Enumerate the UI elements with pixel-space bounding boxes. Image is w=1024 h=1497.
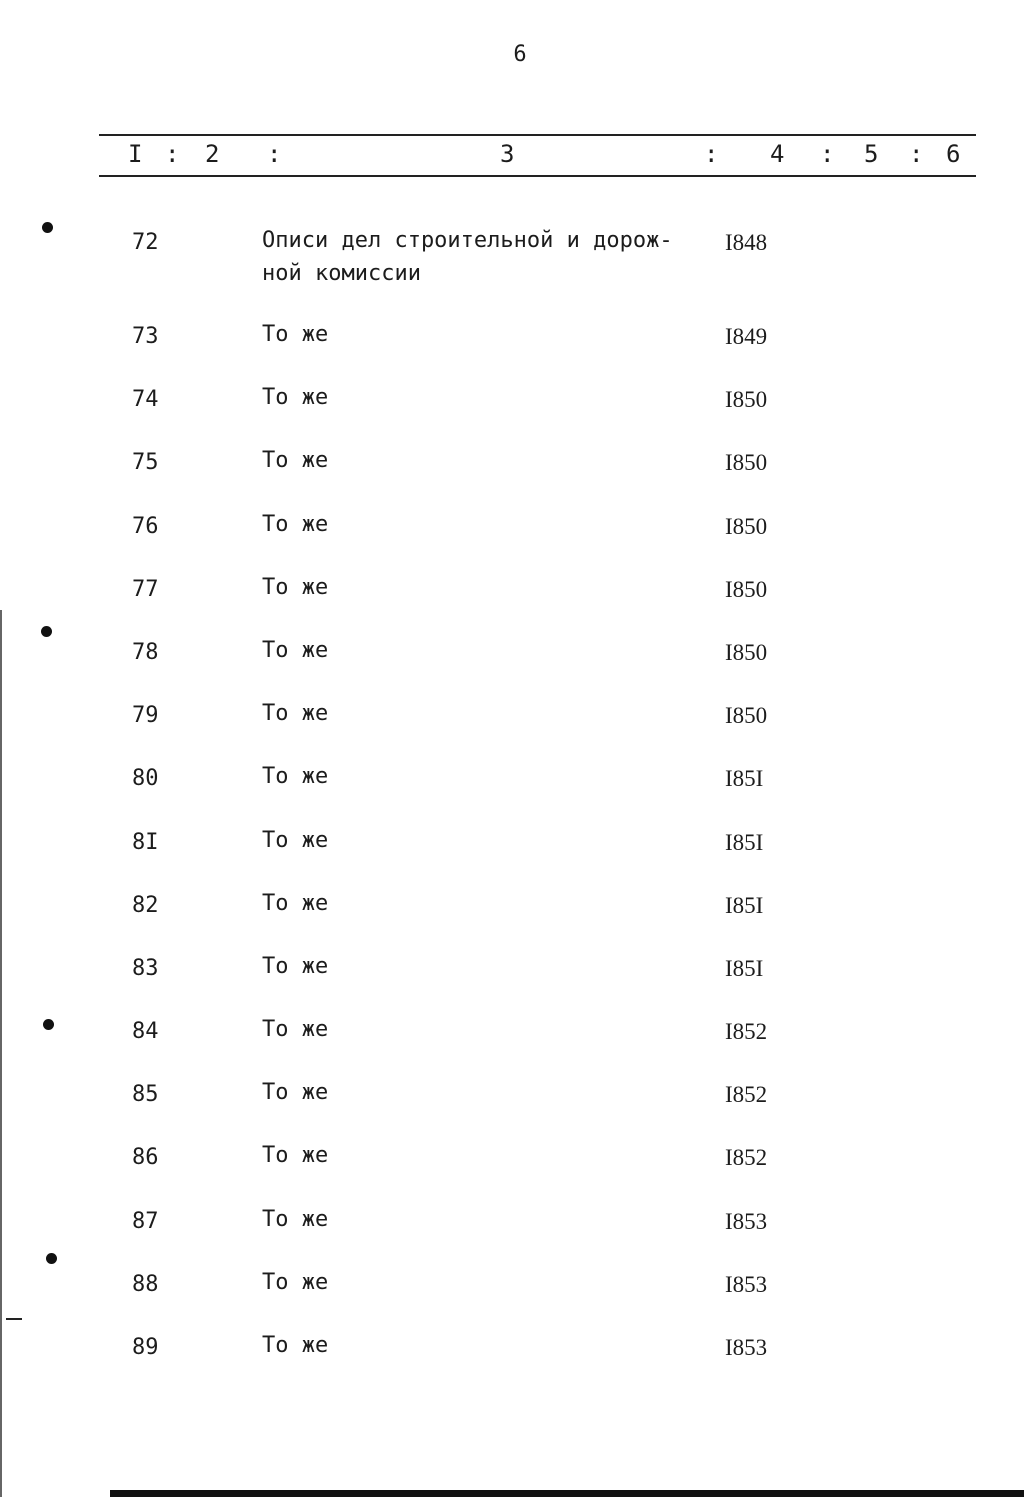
row-year: I853 xyxy=(725,1271,768,1297)
row-number: 72 xyxy=(132,230,159,255)
row-number: 86 xyxy=(132,1145,159,1171)
row-number: 76 xyxy=(132,513,159,539)
header-separator: : xyxy=(909,140,924,168)
row-number: 75 xyxy=(132,450,159,476)
header-col-1: I xyxy=(128,140,143,168)
row-number: 89 xyxy=(132,1335,159,1360)
row-number: 80 xyxy=(132,766,159,792)
row-title: То же xyxy=(262,322,329,347)
row-title: То же xyxy=(262,701,329,727)
table-row xyxy=(0,766,1024,829)
row-title: То же xyxy=(262,1269,329,1295)
row-year: I852 xyxy=(725,1145,768,1171)
row-title: То же xyxy=(262,511,329,537)
row-title: То же xyxy=(262,1333,329,1358)
table-row xyxy=(0,953,1024,1019)
row-number: 74 xyxy=(132,387,159,413)
row-year: I853 xyxy=(725,1335,768,1360)
row-year: I85I xyxy=(725,892,764,918)
bottom-edge-bar xyxy=(110,1490,1024,1497)
row-number: 87 xyxy=(132,1208,159,1234)
table-row xyxy=(0,574,1024,640)
row-title: Описи дел строительной и дорож-ной комиссии xyxy=(262,228,673,286)
row-year: I852 xyxy=(725,1019,768,1045)
row-year: I85I xyxy=(725,766,764,792)
table-row xyxy=(0,703,1024,766)
row-number: 88 xyxy=(132,1271,159,1297)
row-number: 85 xyxy=(132,1082,159,1108)
table-row xyxy=(0,827,1024,893)
table-row xyxy=(0,1145,1024,1208)
page-number: 6 xyxy=(513,42,527,67)
row-year: I85I xyxy=(725,829,764,855)
table-row xyxy=(0,1206,1024,1272)
row-number: 78 xyxy=(132,639,159,665)
row-title: То же xyxy=(262,448,329,474)
row-title: То же xyxy=(262,574,329,600)
header-separator: : xyxy=(820,140,835,168)
table-row xyxy=(0,637,1024,703)
row-year: I850 xyxy=(725,387,768,413)
row-title: То же xyxy=(262,953,329,979)
row-title: То же xyxy=(262,1206,329,1232)
header-col-2: 2 xyxy=(205,140,220,168)
header-separator: : xyxy=(165,140,180,168)
table-row xyxy=(0,1335,1024,1398)
row-number: 82 xyxy=(132,892,159,918)
header-col-6: 6 xyxy=(946,140,961,168)
table-row xyxy=(0,324,1024,387)
header-separator: : xyxy=(267,140,282,168)
header-col-5: 5 xyxy=(864,140,879,168)
row-year: I849 xyxy=(725,324,768,349)
table-header xyxy=(0,140,1024,170)
row-year: I850 xyxy=(725,576,768,602)
table-row xyxy=(0,230,1024,324)
table-row xyxy=(0,1269,1024,1335)
table-row xyxy=(0,450,1024,513)
row-number: 73 xyxy=(132,324,159,349)
table-row xyxy=(0,387,1024,450)
row-year: I850 xyxy=(725,513,768,539)
row-number: 77 xyxy=(132,576,159,602)
table-header-rule xyxy=(99,175,976,177)
row-year: I852 xyxy=(725,1082,768,1108)
row-title: То же xyxy=(262,637,329,663)
row-title: То же xyxy=(262,385,329,411)
row-year: I848 xyxy=(725,230,768,255)
row-number: 8I xyxy=(132,829,159,855)
row-title: То же xyxy=(262,1143,329,1169)
row-title: То же xyxy=(262,1017,329,1043)
row-year: I850 xyxy=(725,639,768,665)
header-col-4: 4 xyxy=(770,140,785,168)
table-row xyxy=(0,511,1024,577)
row-year: I850 xyxy=(725,450,768,476)
row-title: То же xyxy=(262,1080,329,1106)
row-title: То же xyxy=(262,827,329,853)
header-separator: : xyxy=(704,140,719,168)
table-body xyxy=(0,230,1024,1398)
row-title: То же xyxy=(262,890,329,916)
row-title: То же xyxy=(262,764,329,790)
table-row xyxy=(0,1082,1024,1145)
row-year: I850 xyxy=(725,703,768,729)
table-row xyxy=(0,890,1024,956)
row-year: I85I xyxy=(725,955,764,981)
row-year: I853 xyxy=(725,1208,768,1234)
table-row xyxy=(0,1019,1024,1082)
table-top-rule xyxy=(99,134,976,136)
row-number: 83 xyxy=(132,955,159,981)
header-col-3: 3 xyxy=(500,140,515,168)
row-number: 79 xyxy=(132,703,159,729)
row-number: 84 xyxy=(132,1019,159,1045)
